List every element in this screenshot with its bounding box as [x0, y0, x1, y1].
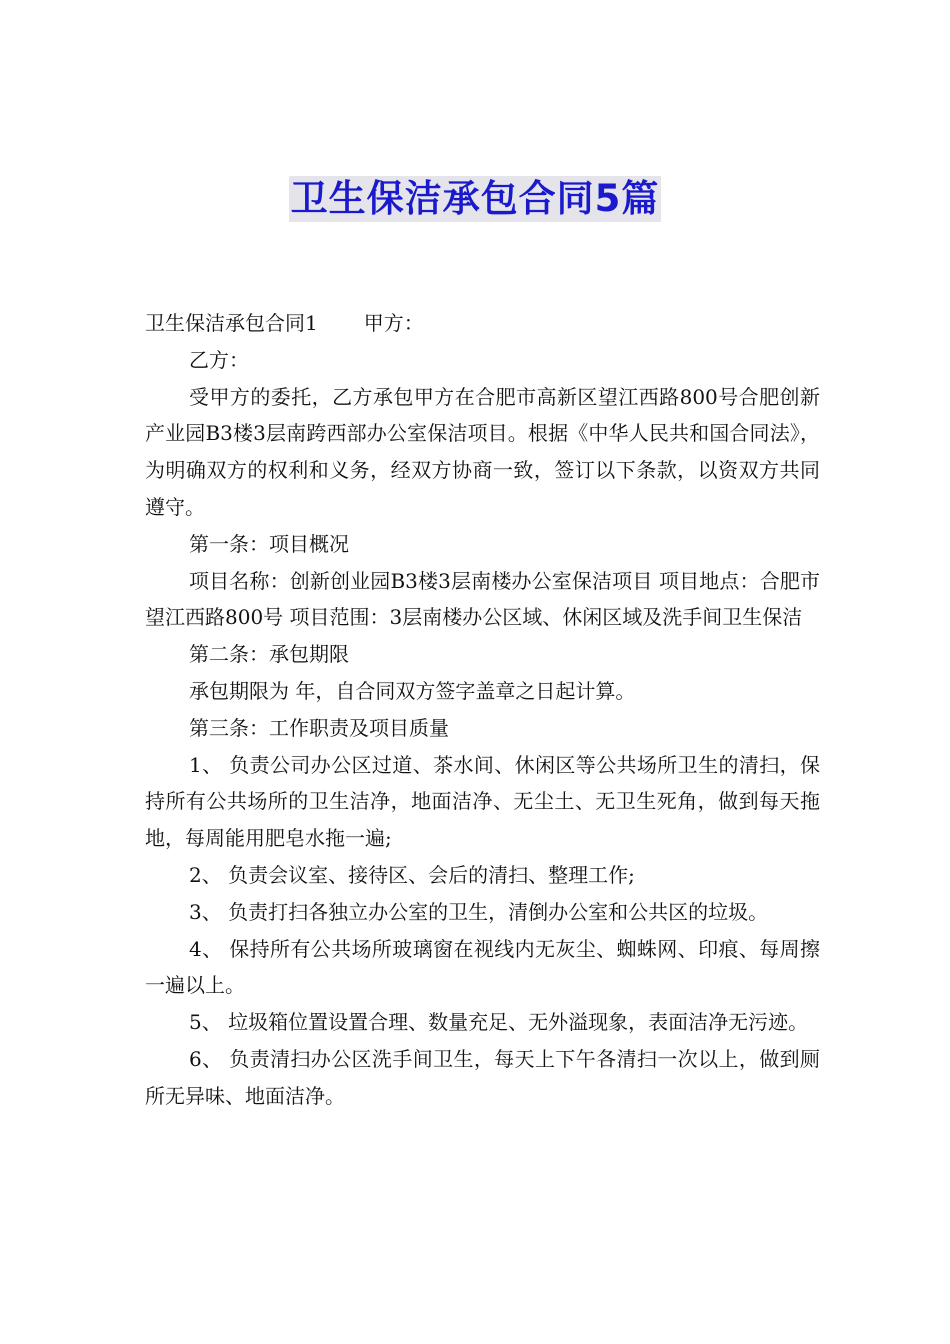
list-item-duty-1: 1、 负责公司办公区过道、茶水间、休闲区等公共场所卫生的清扫，保持所有公共场所的卫生洁净，地面洁净、无尘土、无卫生死角，做到每天拖地，每周能用肥皂水拖一遍;: [145, 752, 820, 851]
header-line: [145, 305, 820, 342]
paragraph-project-overview: 项目名称：创新创业园B3楼3层南楼办公室保洁项目 项目地点：合肥市望江西路800号 项目范围：3层南楼办公区域、休闲区域及洗手间卫生保洁: [145, 568, 820, 630]
list-item-duty-3: 3、 负责打扫各独立办公室的卫生，清倒办公室和公共区的垃圾。: [189, 899, 769, 924]
paragraph-contract-term: 承包期限为 年，自合同双方签字盖章之日起计算。: [189, 678, 636, 703]
document-body: [145, 305, 820, 1115]
title-container: [0, 176, 950, 222]
party-a-label: 甲方：: [363, 311, 424, 335]
party-b-label: 乙方：: [189, 347, 249, 372]
list-item-duty-5: 5、 垃圾箱位置设置合理、数量充足、无外溢现象，表面洁净无污迹。: [189, 1010, 809, 1035]
contract-heading: 卫生保洁承包合同1: [145, 311, 318, 335]
paragraph-intro: 受甲方的委托，乙方承包甲方在合肥市高新区望江西路800号合肥创新产业园B3楼3层南跨西部办公室保洁项目。根据《中华人民共和国合同法》，为明确双方的权利和义务，经双方协商一致，签订以下条款，以资双方共同遵守。: [145, 384, 820, 519]
article-1-heading: 第一条：项目概况: [189, 531, 349, 556]
document-title: 卫生保洁承包合同5篇: [290, 177, 660, 220]
article-3-heading: 第三条：工作职责及项目质量: [189, 715, 449, 740]
list-item-duty-2: 2、 负责会议室、接待区、会后的清扫、整理工作;: [189, 862, 635, 887]
article-2-heading: 第二条：承包期限: [189, 642, 349, 667]
list-item-duty-4: 4、 保持所有公共场所玻璃窗在视线内无灰尘、蜘蛛网、印痕、每周擦一遍以上。: [145, 936, 820, 998]
list-item-duty-6: 6、 负责清扫办公区洗手间卫生，每天上下午各清扫一次以上，做到厕所无异味、地面洁净。: [145, 1046, 820, 1108]
